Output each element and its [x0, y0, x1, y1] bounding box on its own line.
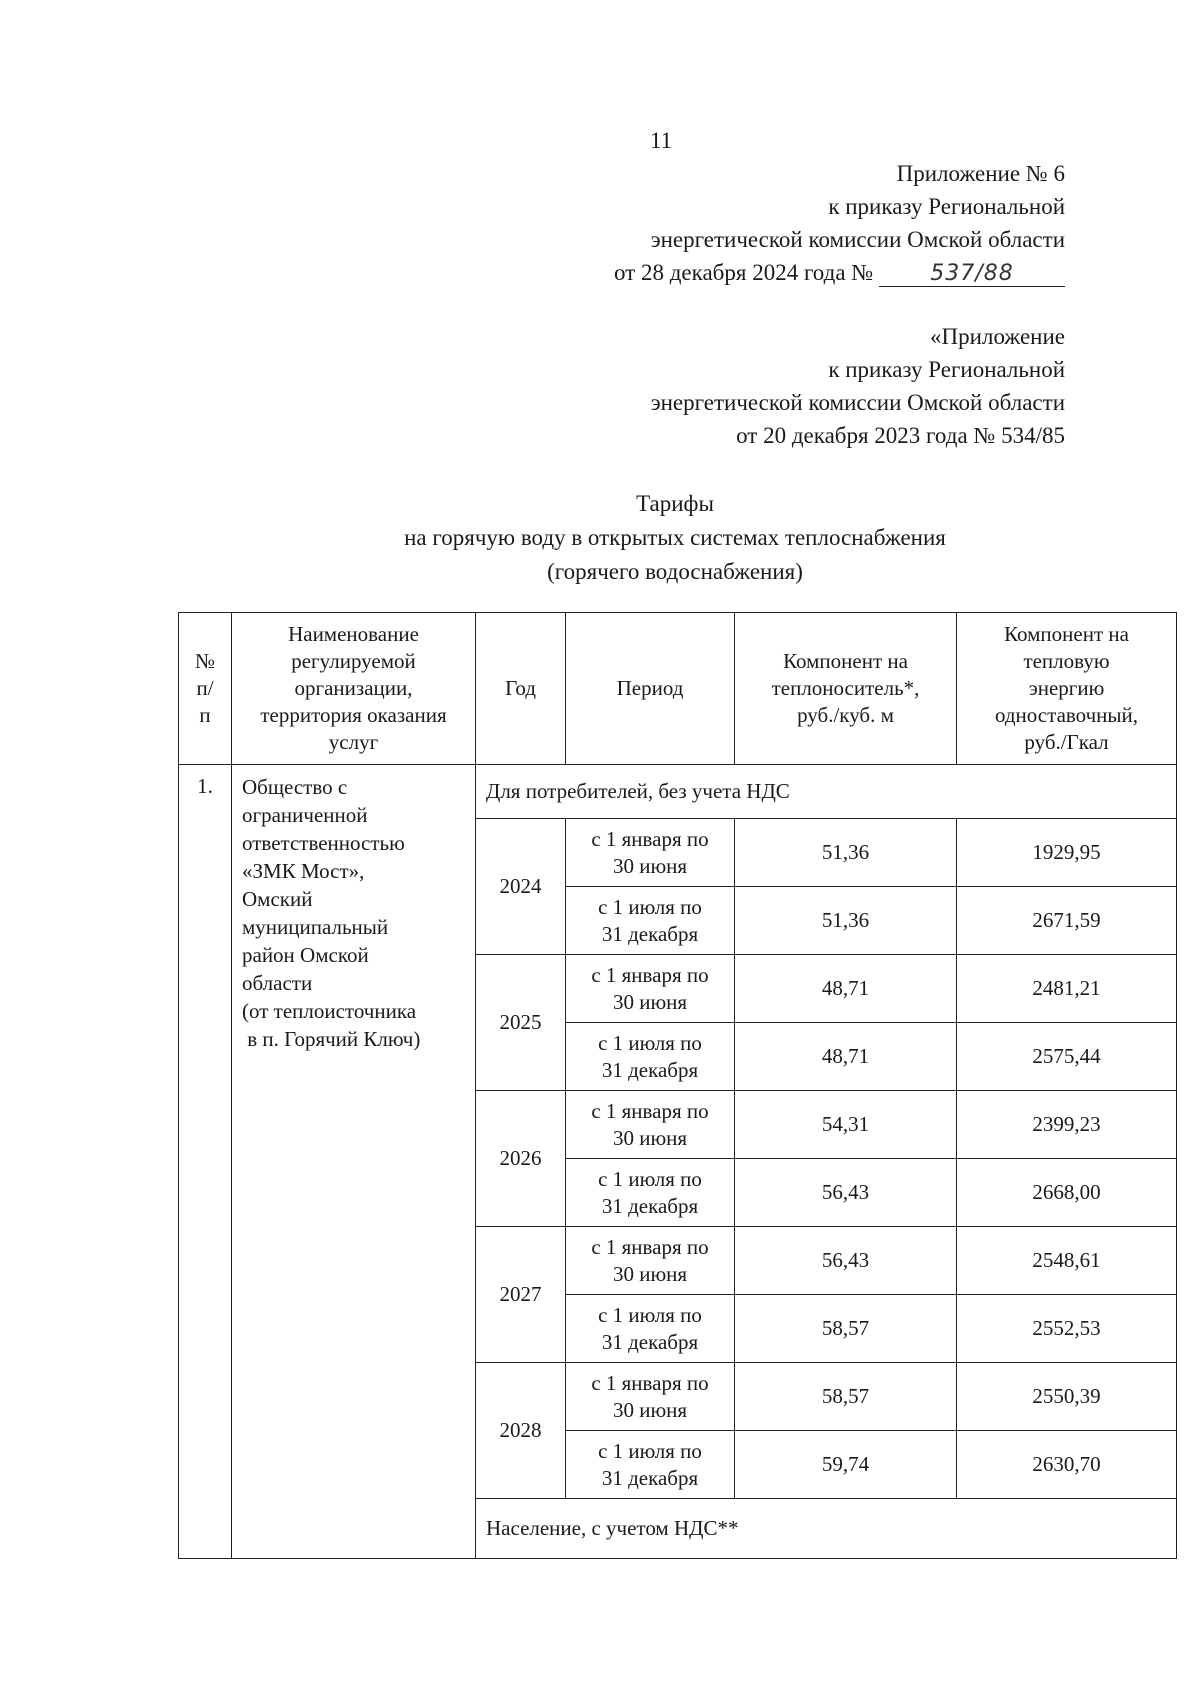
page-number: 11 — [650, 128, 673, 153]
appendix-line: Приложение № 6 — [896, 161, 1065, 186]
appendix-line: энергетической комиссии Омской области — [650, 227, 1065, 252]
appendix-line: к приказу Региональной — [828, 194, 1065, 219]
header-organization: Наименование регулируемой организации, территория оказания услуг — [232, 613, 476, 765]
period-cell: с 1 июля по 31 декабря — [566, 1431, 735, 1499]
heat-carrier-value: 56,43 — [735, 1159, 957, 1227]
period-cell: с 1 января по 30 июня — [566, 1227, 735, 1295]
section-population: Население, с учетом НДС** — [476, 1499, 1177, 1559]
period-cell: с 1 января по 30 июня — [566, 819, 735, 887]
quoted-appendix — [651, 320, 1065, 452]
heat-carrier-value: 54,31 — [735, 1091, 957, 1159]
year-cell: 2024 — [476, 819, 566, 955]
heat-energy-value: 2481,21 — [957, 955, 1177, 1023]
appendix-line: от 20 декабря 2023 года № 534/85 — [736, 423, 1065, 448]
heat-carrier-value: 48,71 — [735, 1023, 957, 1091]
table-row — [179, 765, 1177, 819]
heat-carrier-value: 48,71 — [735, 955, 957, 1023]
period-cell: с 1 июля по 31 декабря — [566, 1023, 735, 1091]
organization-name: Общество с ограниченной ответственностью «ЗМК Мост», Омский муниципальный район Омской области (от теплоисточника в п. Горячий Ключ) — [232, 765, 476, 1559]
period-cell: с 1 января по 30 июня — [566, 1091, 735, 1159]
header-year: Год — [476, 613, 566, 765]
section-consumers: Для потребителей, без учета НДС — [476, 765, 1177, 819]
heat-energy-value: 2548,61 — [957, 1227, 1177, 1295]
order-line — [614, 256, 1065, 289]
year-cell: 2027 — [476, 1227, 566, 1363]
heat-energy-value: 2550,39 — [957, 1363, 1177, 1431]
title-line: Тарифы — [636, 491, 714, 516]
period-cell: с 1 января по 30 июня — [566, 1363, 735, 1431]
year-cell: 2026 — [476, 1091, 566, 1227]
row-number: 1. — [179, 765, 232, 1559]
handwritten-order-number: 537/88 — [879, 262, 1065, 287]
year-cell: 2025 — [476, 955, 566, 1091]
tariff-table — [178, 612, 1177, 1559]
period-cell: с 1 июля по 31 декабря — [566, 1159, 735, 1227]
heat-carrier-value: 59,74 — [735, 1431, 957, 1499]
table-header-row — [179, 613, 1177, 765]
document-title — [0, 487, 1200, 589]
heat-energy-value: 2668,00 — [957, 1159, 1177, 1227]
heat-energy-value: 2630,70 — [957, 1431, 1177, 1499]
appendix-header — [614, 157, 1065, 289]
header-heat-carrier: Компонент на теплоноситель*, руб./куб. м — [735, 613, 957, 765]
heat-carrier-value: 51,36 — [735, 887, 957, 955]
appendix-line: энергетической комиссии Омской области — [650, 390, 1065, 415]
heat-energy-value: 2575,44 — [957, 1023, 1177, 1091]
appendix-line: к приказу Региональной — [828, 357, 1065, 382]
heat-energy-value: 2671,59 — [957, 887, 1177, 955]
title-line: на горячую воду в открытых системах теплоснабжения — [404, 525, 946, 550]
heat-carrier-value: 56,43 — [735, 1227, 957, 1295]
heat-carrier-value: 51,36 — [735, 819, 957, 887]
header-period: Период — [566, 613, 735, 765]
title-line: (горячего водоснабжения) — [547, 559, 803, 584]
heat-carrier-value: 58,57 — [735, 1363, 957, 1431]
appendix-line: «Приложение — [930, 324, 1065, 349]
order-date: от 28 декабря 2024 года № — [613, 260, 874, 285]
period-cell: с 1 июля по 31 декабря — [566, 1295, 735, 1363]
header-heat-energy: Компонент на тепловую энергию одноставочный, руб./Гкал — [957, 613, 1177, 765]
heat-energy-value: 2399,23 — [957, 1091, 1177, 1159]
heat-energy-value: 1929,95 — [957, 819, 1177, 887]
period-cell: с 1 января по 30 июня — [566, 955, 735, 1023]
header-number: № п/ п — [179, 613, 232, 765]
period-cell: с 1 июля по 31 декабря — [566, 887, 735, 955]
year-cell: 2028 — [476, 1363, 566, 1499]
heat-carrier-value: 58,57 — [735, 1295, 957, 1363]
heat-energy-value: 2552,53 — [957, 1295, 1177, 1363]
